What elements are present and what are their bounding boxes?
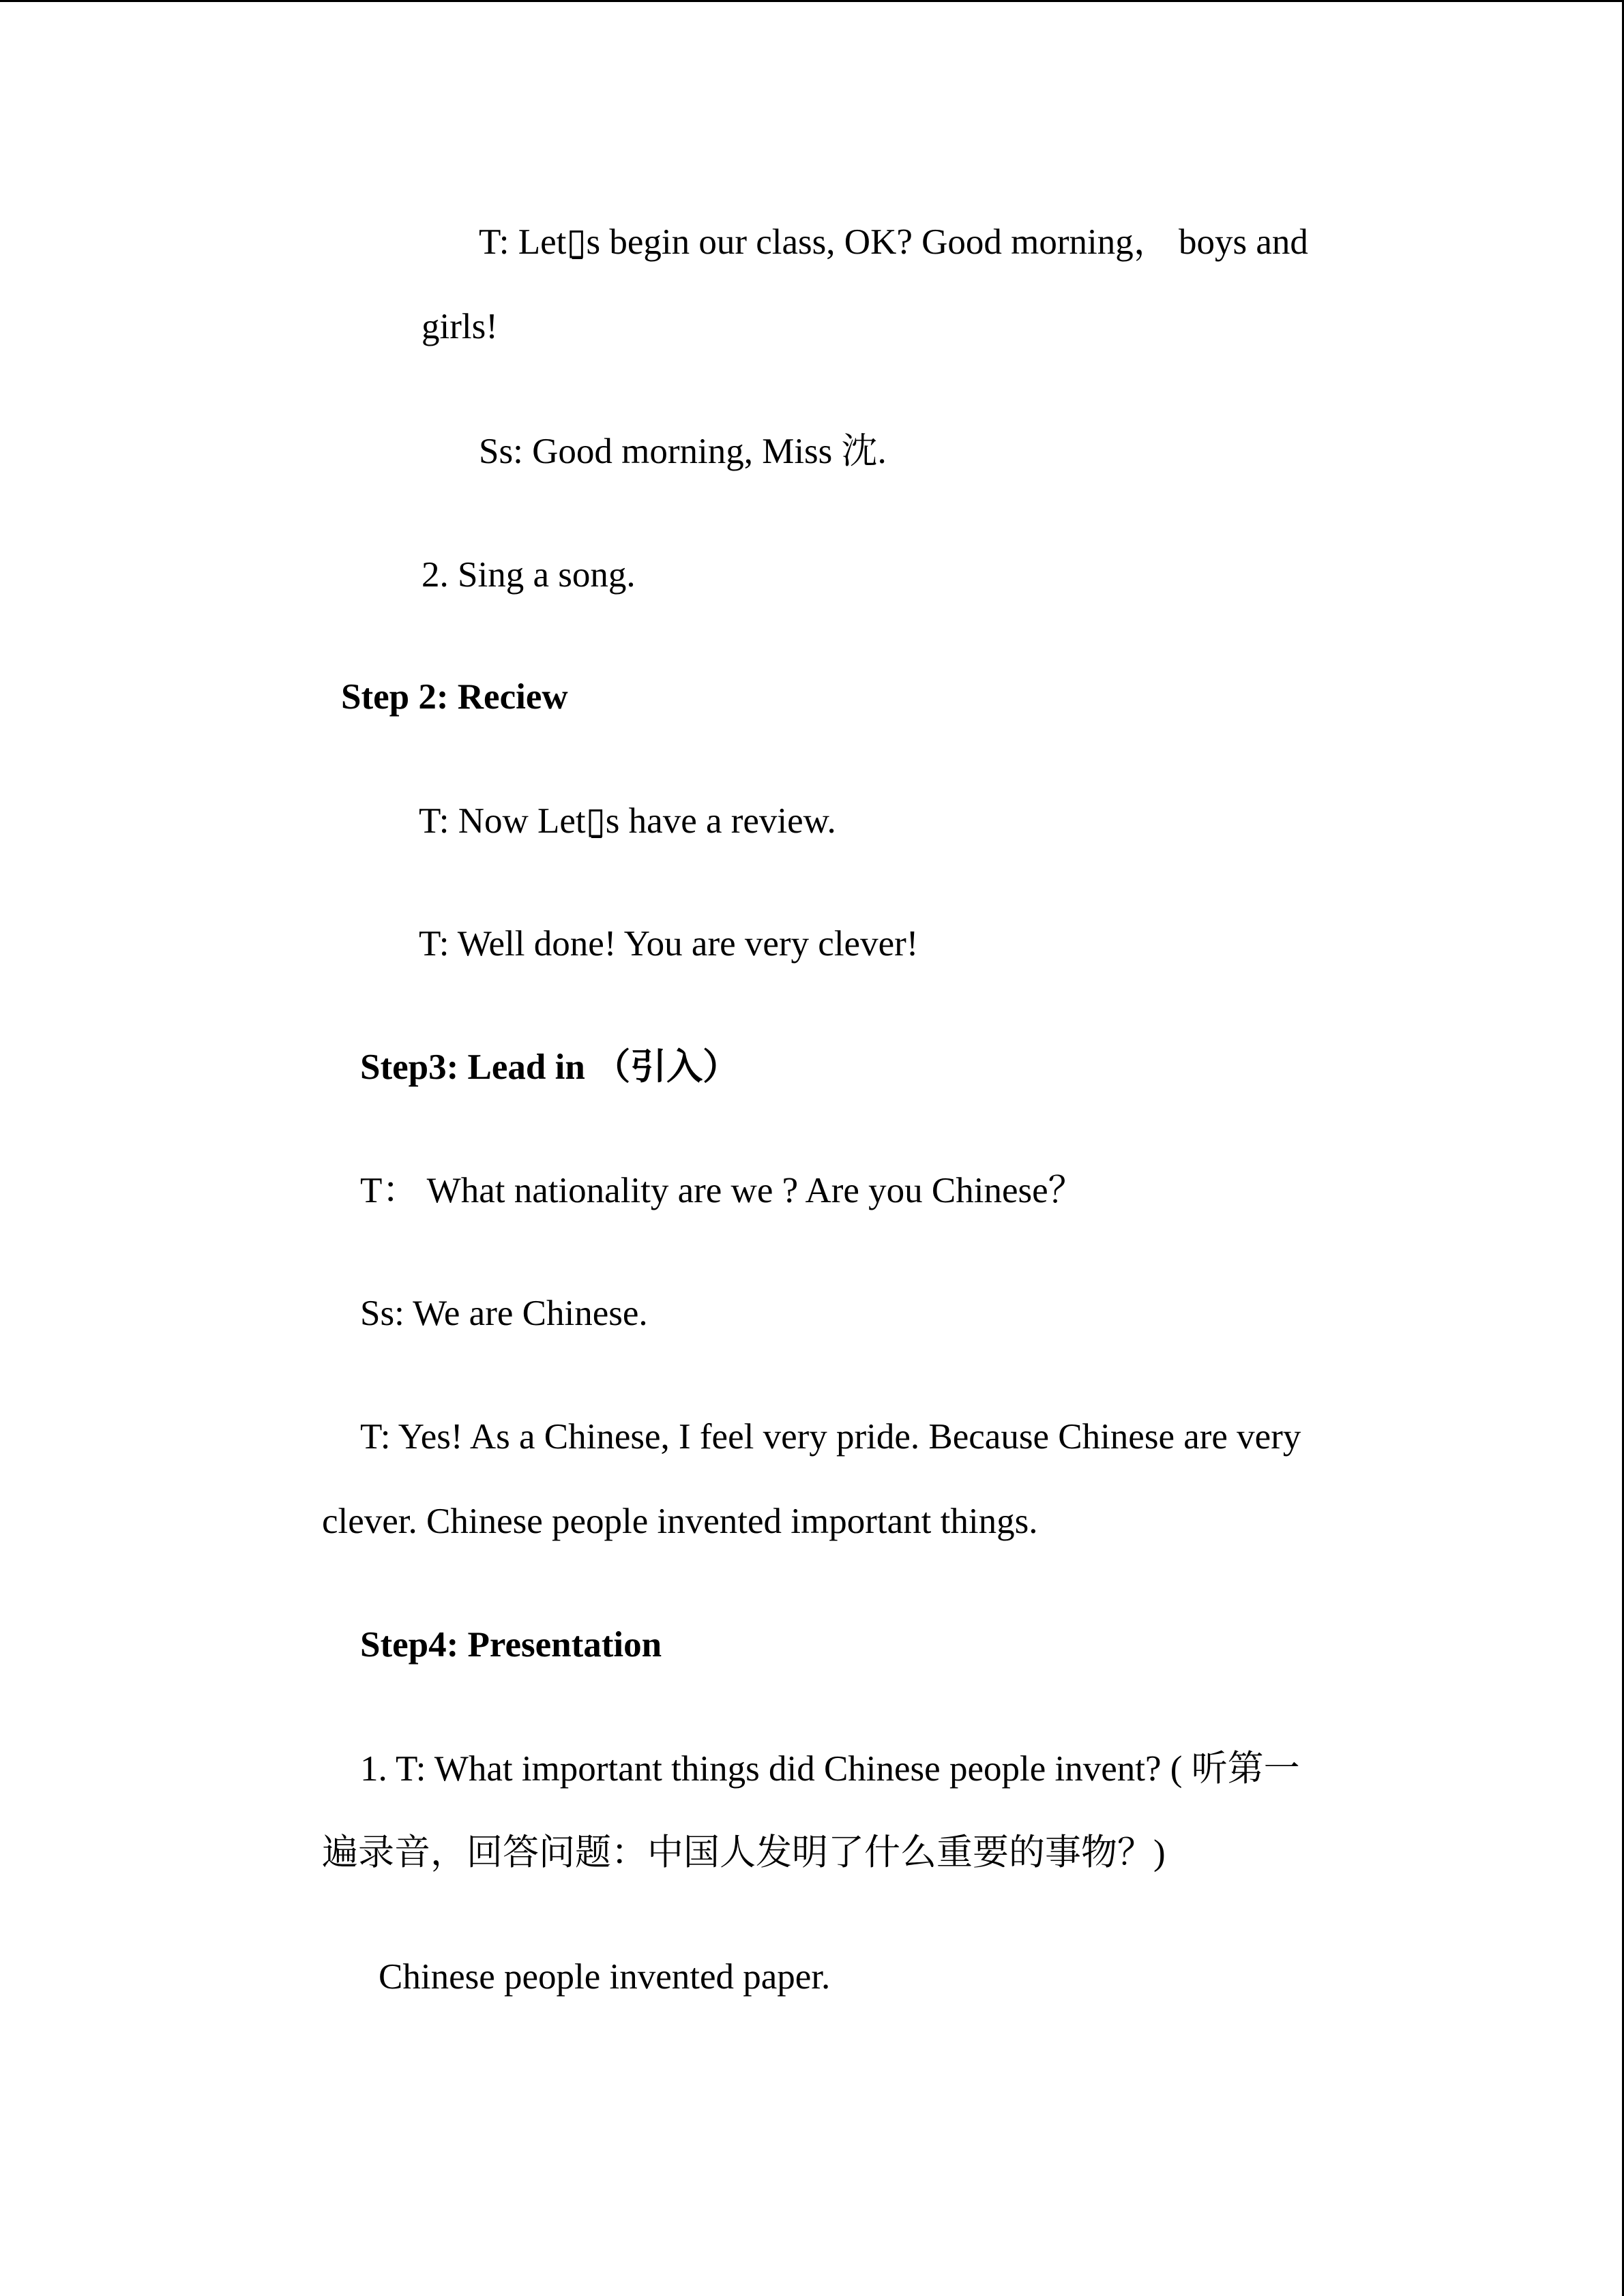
dialogue-line-teacher-greeting: T: Let▯̱s begin our class, OK? Good morning， boys and [479, 222, 1308, 262]
step-2-heading: Step 2: Reciew [341, 677, 568, 717]
question-inventions: 1. T: What important things did Chinese people invent? ( 听第一 [360, 1749, 1300, 1789]
dialogue-line-review-intro: T: Now Let▯̱s have a review. [419, 801, 836, 841]
dialogue-line-students-answer: Ss: We are Chinese. [360, 1294, 648, 1333]
question-inventions-continued: 遍录音，回答问题：中国人发明了什么重要的事物？) [322, 1833, 1166, 1873]
answer-paper: Chinese people invented paper. [379, 1957, 831, 1997]
dialogue-line-nationality-question: T： What nationality are we ? Are you Chinese？ [360, 1171, 1084, 1210]
step-3-heading: Step3: Lead in （引入） [360, 1047, 739, 1087]
dialogue-line-teacher-greeting-continued: girls! [422, 307, 498, 346]
dialogue-line-teacher-pride: T: Yes! As a Chinese, I feel very pride. Because Chinese are very [360, 1417, 1301, 1457]
step-4-heading: Step4: Presentation [360, 1625, 662, 1665]
dialogue-line-teacher-pride-continued: clever. Chinese people invented important things. [322, 1502, 1038, 1541]
dialogue-line-praise: T: Well done! You are very clever! [419, 924, 919, 964]
list-item-sing-a-song: 2. Sing a song. [422, 555, 636, 595]
dialogue-line-students-greeting: Ss: Good morning, Miss 沈. [479, 432, 887, 471]
